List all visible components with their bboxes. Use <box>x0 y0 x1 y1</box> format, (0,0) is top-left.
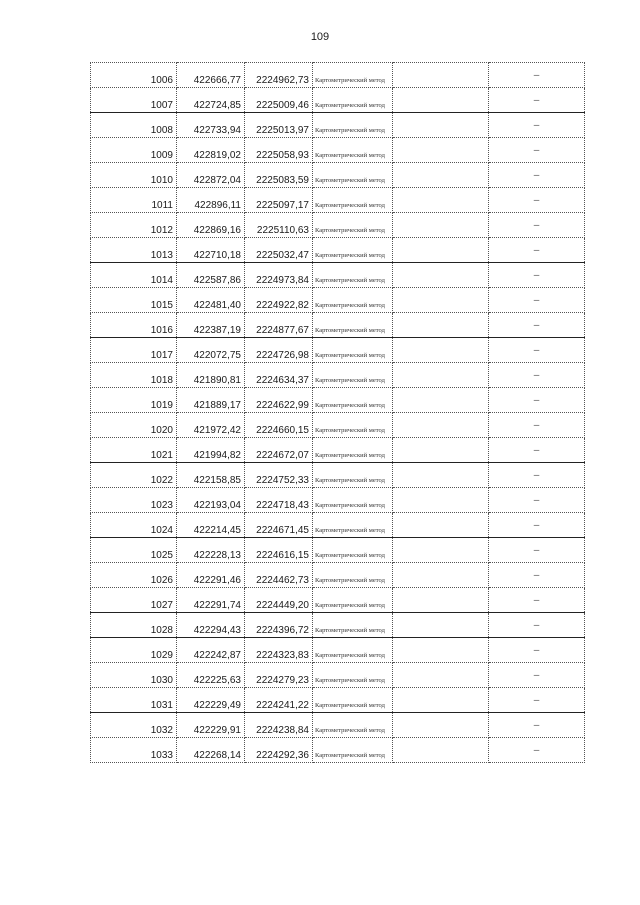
dash-cell: – <box>489 463 585 488</box>
dash-cell: – <box>489 538 585 563</box>
point-number-cell: 1020 <box>91 413 177 438</box>
method-cell: Картометрический метод <box>313 713 393 738</box>
x-coordinate-cell: 422291,46 <box>177 563 245 588</box>
table-row <box>91 563 585 588</box>
point-number-cell: 1019 <box>91 388 177 413</box>
point-number-cell: 1006 <box>91 63 177 88</box>
method-cell: Картометрический метод <box>313 488 393 513</box>
x-coordinate-cell: 422587,86 <box>177 263 245 288</box>
dash-cell: – <box>489 738 585 763</box>
dash-cell: – <box>489 663 585 688</box>
dash-cell: – <box>489 388 585 413</box>
method-cell: Картометрический метод <box>313 238 393 263</box>
empty-cell <box>393 413 489 438</box>
empty-cell <box>393 463 489 488</box>
point-number-cell: 1010 <box>91 163 177 188</box>
point-number-cell: 1017 <box>91 338 177 363</box>
point-number-cell: 1031 <box>91 688 177 713</box>
table-row <box>91 638 585 663</box>
empty-cell <box>393 88 489 113</box>
empty-cell <box>393 213 489 238</box>
method-cell: Картометрический метод <box>313 188 393 213</box>
method-cell: Картометрический метод <box>313 463 393 488</box>
empty-cell <box>393 238 489 263</box>
point-number-cell: 1009 <box>91 138 177 163</box>
table-row <box>91 313 585 338</box>
y-coordinate-cell: 2224660,15 <box>245 413 313 438</box>
empty-cell <box>393 138 489 163</box>
method-cell: Картометрический метод <box>313 113 393 138</box>
point-number-cell: 1027 <box>91 588 177 613</box>
point-number-cell: 1012 <box>91 213 177 238</box>
method-cell: Картометрический метод <box>313 438 393 463</box>
table-row <box>91 713 585 738</box>
point-number-cell: 1022 <box>91 463 177 488</box>
y-coordinate-cell: 2224396,72 <box>245 613 313 638</box>
method-cell: Картометрический метод <box>313 88 393 113</box>
x-coordinate-cell: 422228,13 <box>177 538 245 563</box>
empty-cell <box>393 488 489 513</box>
table-row <box>91 88 585 113</box>
x-coordinate-cell: 422733,94 <box>177 113 245 138</box>
x-coordinate-cell: 421972,42 <box>177 413 245 438</box>
table-row <box>91 163 585 188</box>
method-cell: Картометрический метод <box>313 213 393 238</box>
empty-cell <box>393 663 489 688</box>
point-number-cell: 1011 <box>91 188 177 213</box>
empty-cell <box>393 188 489 213</box>
point-number-cell: 1023 <box>91 488 177 513</box>
x-coordinate-cell: 422724,85 <box>177 88 245 113</box>
coordinates-table-body <box>91 63 585 763</box>
x-coordinate-cell: 422872,04 <box>177 163 245 188</box>
table-row <box>91 338 585 363</box>
point-number-cell: 1015 <box>91 288 177 313</box>
dash-cell: – <box>489 88 585 113</box>
y-coordinate-cell: 2224671,45 <box>245 513 313 538</box>
y-coordinate-cell: 2224877,67 <box>245 313 313 338</box>
y-coordinate-cell: 2224323,83 <box>245 638 313 663</box>
table-row <box>91 488 585 513</box>
method-cell: Картометрический метод <box>313 638 393 663</box>
y-coordinate-cell: 2224726,98 <box>245 338 313 363</box>
point-number-cell: 1030 <box>91 663 177 688</box>
empty-cell <box>393 388 489 413</box>
dash-cell: – <box>489 713 585 738</box>
x-coordinate-cell: 422869,16 <box>177 213 245 238</box>
method-cell: Картометрический метод <box>313 63 393 88</box>
dash-cell: – <box>489 638 585 663</box>
x-coordinate-cell: 422710,18 <box>177 238 245 263</box>
y-coordinate-cell: 2224279,23 <box>245 663 313 688</box>
y-coordinate-cell: 2225009,46 <box>245 88 313 113</box>
dash-cell: – <box>489 63 585 88</box>
table-row <box>91 513 585 538</box>
y-coordinate-cell: 2225032,47 <box>245 238 313 263</box>
point-number-cell: 1026 <box>91 563 177 588</box>
table-row <box>91 213 585 238</box>
method-cell: Картометрический метод <box>313 688 393 713</box>
method-cell: Картометрический метод <box>313 613 393 638</box>
y-coordinate-cell: 2224973,84 <box>245 263 313 288</box>
empty-cell <box>393 613 489 638</box>
method-cell: Картометрический метод <box>313 513 393 538</box>
table-row <box>91 738 585 763</box>
table-row <box>91 613 585 638</box>
method-cell: Картометрический метод <box>313 738 393 763</box>
point-number-cell: 1014 <box>91 263 177 288</box>
x-coordinate-cell: 422229,91 <box>177 713 245 738</box>
point-number-cell: 1025 <box>91 538 177 563</box>
method-cell: Картометрический метод <box>313 263 393 288</box>
method-cell: Картометрический метод <box>313 363 393 388</box>
x-coordinate-cell: 422387,19 <box>177 313 245 338</box>
coordinates-table <box>90 62 585 763</box>
empty-cell <box>393 713 489 738</box>
y-coordinate-cell: 2225013,97 <box>245 113 313 138</box>
y-coordinate-cell: 2224241,22 <box>245 688 313 713</box>
x-coordinate-cell: 421890,81 <box>177 363 245 388</box>
dash-cell: – <box>489 238 585 263</box>
x-coordinate-cell: 422214,45 <box>177 513 245 538</box>
table-row <box>91 363 585 388</box>
x-coordinate-cell: 422193,04 <box>177 488 245 513</box>
x-coordinate-cell: 422896,11 <box>177 188 245 213</box>
point-number-cell: 1033 <box>91 738 177 763</box>
table-row <box>91 388 585 413</box>
dash-cell: – <box>489 438 585 463</box>
method-cell: Картометрический метод <box>313 288 393 313</box>
table-row <box>91 438 585 463</box>
empty-cell <box>393 538 489 563</box>
point-number-cell: 1028 <box>91 613 177 638</box>
y-coordinate-cell: 2224752,33 <box>245 463 313 488</box>
empty-cell <box>393 638 489 663</box>
empty-cell <box>393 163 489 188</box>
table-row <box>91 588 585 613</box>
table-row <box>91 113 585 138</box>
empty-cell <box>393 63 489 88</box>
empty-cell <box>393 513 489 538</box>
empty-cell <box>393 288 489 313</box>
empty-cell <box>393 563 489 588</box>
dash-cell: – <box>489 263 585 288</box>
table-row <box>91 263 585 288</box>
dash-cell: – <box>489 313 585 338</box>
dash-cell: – <box>489 563 585 588</box>
x-coordinate-cell: 422072,75 <box>177 338 245 363</box>
y-coordinate-cell: 2224449,20 <box>245 588 313 613</box>
x-coordinate-cell: 422268,14 <box>177 738 245 763</box>
point-number-cell: 1007 <box>91 88 177 113</box>
y-coordinate-cell: 2225058,93 <box>245 138 313 163</box>
y-coordinate-cell: 2224962,73 <box>245 63 313 88</box>
method-cell: Картометрический метод <box>313 138 393 163</box>
empty-cell <box>393 738 489 763</box>
empty-cell <box>393 263 489 288</box>
x-coordinate-cell: 422242,87 <box>177 638 245 663</box>
y-coordinate-cell: 2225097,17 <box>245 188 313 213</box>
empty-cell <box>393 688 489 713</box>
dash-cell: – <box>489 163 585 188</box>
dash-cell: – <box>489 188 585 213</box>
y-coordinate-cell: 2224292,36 <box>245 738 313 763</box>
y-coordinate-cell: 2224922,82 <box>245 288 313 313</box>
x-coordinate-cell: 422229,49 <box>177 688 245 713</box>
dash-cell: – <box>489 338 585 363</box>
point-number-cell: 1016 <box>91 313 177 338</box>
y-coordinate-cell: 2225110,63 <box>245 213 313 238</box>
y-coordinate-cell: 2224616,15 <box>245 538 313 563</box>
empty-cell <box>393 313 489 338</box>
table-row <box>91 663 585 688</box>
point-number-cell: 1008 <box>91 113 177 138</box>
x-coordinate-cell: 422481,40 <box>177 288 245 313</box>
page-number: 109 <box>310 31 330 43</box>
y-coordinate-cell: 2224718,43 <box>245 488 313 513</box>
dash-cell: – <box>489 613 585 638</box>
x-coordinate-cell: 422225,63 <box>177 663 245 688</box>
y-coordinate-cell: 2224238,84 <box>245 713 313 738</box>
point-number-cell: 1021 <box>91 438 177 463</box>
table-row <box>91 188 585 213</box>
x-coordinate-cell: 422819,02 <box>177 138 245 163</box>
table-row <box>91 463 585 488</box>
table-row <box>91 538 585 563</box>
point-number-cell: 1032 <box>91 713 177 738</box>
table-row <box>91 413 585 438</box>
table-row <box>91 63 585 88</box>
method-cell: Картометрический метод <box>313 413 393 438</box>
empty-cell <box>393 438 489 463</box>
method-cell: Картометрический метод <box>313 538 393 563</box>
x-coordinate-cell: 422291,74 <box>177 588 245 613</box>
y-coordinate-cell: 2224462,73 <box>245 563 313 588</box>
method-cell: Картометрический метод <box>313 313 393 338</box>
y-coordinate-cell: 2224634,37 <box>245 363 313 388</box>
dash-cell: – <box>489 413 585 438</box>
method-cell: Картометрический метод <box>313 388 393 413</box>
y-coordinate-cell: 2224672,07 <box>245 438 313 463</box>
empty-cell <box>393 588 489 613</box>
dash-cell: – <box>489 213 585 238</box>
empty-cell <box>393 113 489 138</box>
point-number-cell: 1029 <box>91 638 177 663</box>
dash-cell: – <box>489 113 585 138</box>
point-number-cell: 1024 <box>91 513 177 538</box>
method-cell: Картометрический метод <box>313 163 393 188</box>
dash-cell: – <box>489 588 585 613</box>
y-coordinate-cell: 2224622,99 <box>245 388 313 413</box>
dash-cell: – <box>489 138 585 163</box>
empty-cell <box>393 363 489 388</box>
x-coordinate-cell: 421994,82 <box>177 438 245 463</box>
table-row <box>91 238 585 263</box>
point-number-cell: 1018 <box>91 363 177 388</box>
dash-cell: – <box>489 288 585 313</box>
method-cell: Картометрический метод <box>313 588 393 613</box>
x-coordinate-cell: 422158,85 <box>177 463 245 488</box>
y-coordinate-cell: 2225083,59 <box>245 163 313 188</box>
x-coordinate-cell: 422294,43 <box>177 613 245 638</box>
dash-cell: – <box>489 488 585 513</box>
dash-cell: – <box>489 513 585 538</box>
method-cell: Картометрический метод <box>313 563 393 588</box>
method-cell: Картометрический метод <box>313 663 393 688</box>
table-row <box>91 688 585 713</box>
x-coordinate-cell: 421889,17 <box>177 388 245 413</box>
table-row <box>91 288 585 313</box>
method-cell: Картометрический метод <box>313 338 393 363</box>
dash-cell: – <box>489 688 585 713</box>
point-number-cell: 1013 <box>91 238 177 263</box>
x-coordinate-cell: 422666,77 <box>177 63 245 88</box>
dash-cell: – <box>489 363 585 388</box>
table-row <box>91 138 585 163</box>
empty-cell <box>393 338 489 363</box>
